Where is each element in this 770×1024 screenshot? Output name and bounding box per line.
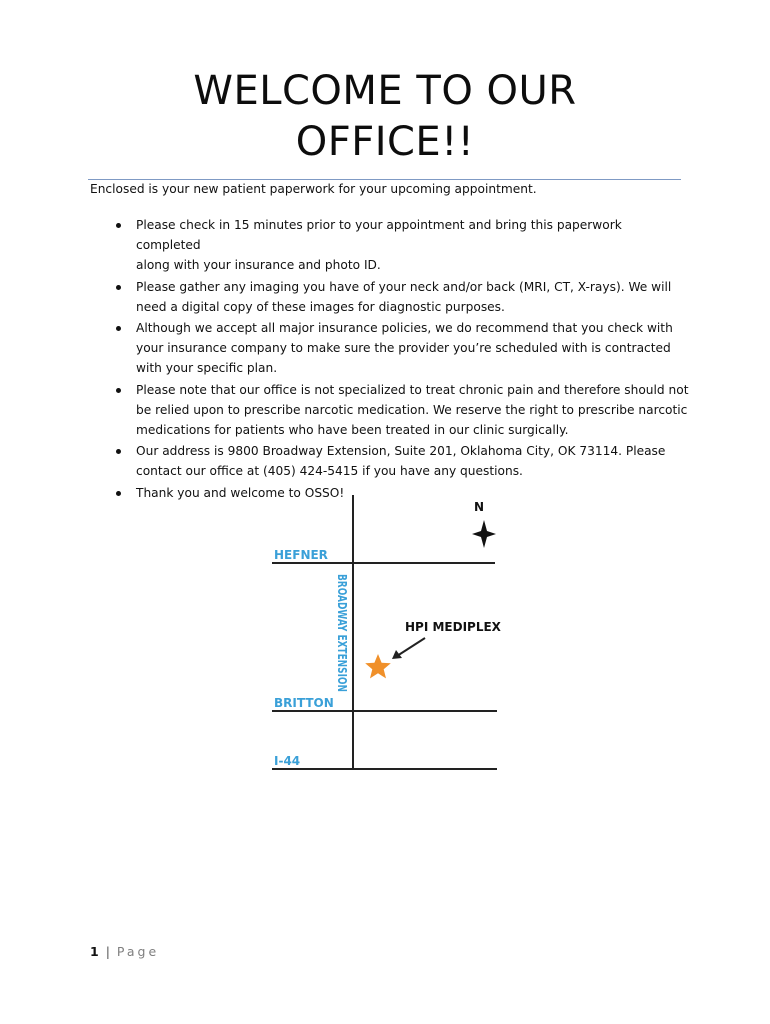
list-item-line: along with your insurance and photo ID.	[136, 258, 381, 273]
list-item-line: Although we accept all major insurance policies, we do recommend that you check with	[136, 321, 673, 336]
list-item-line: be relied upon to prescribe narcotic medication. We reserve the right to prescribe narcotic	[136, 402, 688, 417]
list-item-line: need a digital copy of these images for diagnostic purposes.	[136, 299, 505, 314]
intro-text: Enclosed is your new patient paperwork for your upcoming appointment.	[90, 182, 537, 196]
page-number: 1	[90, 944, 99, 959]
location-map	[265, 490, 505, 790]
i44-label: I-44	[274, 754, 301, 768]
instruction-list	[90, 215, 690, 504]
list-item	[90, 441, 690, 481]
title-line-2: OFFICE!!	[295, 119, 475, 165]
star-marker-icon	[365, 654, 391, 678]
broadway-label: BROADWAY EXTENSION	[335, 574, 349, 733]
list-item-line: Please gather any imaging you have of your neck and/or back (MRI, CT, X-rays). We will	[136, 279, 672, 294]
footer-separator: |	[105, 944, 110, 959]
bullet-icon	[116, 223, 121, 228]
page-footer	[90, 943, 159, 961]
pointer-arrow-line	[397, 638, 425, 656]
list-item-line: Our address is 9800 Broadway Extension, Suite 201, Oklahoma City, OK 73114. Please	[136, 444, 666, 459]
bullet-icon	[116, 326, 121, 331]
destination-label: HPI MEDIPLEX	[405, 620, 501, 634]
page-title	[0, 66, 770, 168]
list-item-line: with your specific plan.	[136, 361, 278, 376]
list-item	[90, 215, 690, 276]
list-item-line: Thank you and welcome to OSSO!	[136, 485, 345, 500]
page-word: Page	[116, 944, 160, 959]
bullet-icon	[116, 491, 121, 496]
list-item	[90, 318, 690, 379]
britton-label: BRITTON	[274, 696, 334, 710]
list-item-line: medications for patients who have been treated in our clinic surgically.	[136, 423, 569, 438]
list-item	[90, 380, 690, 441]
hefner-label: HEFNER	[274, 548, 328, 562]
bullet-icon	[116, 388, 121, 393]
map-graphic	[265, 490, 505, 790]
bullet-icon	[116, 285, 121, 290]
list-item-line: Please note that our office is not specialized to treat chronic pain and therefore should not	[136, 382, 689, 397]
list-item-line: Please check in 15 minutes prior to your appointment and bring this paperwork completed	[136, 218, 622, 253]
list-item	[90, 277, 690, 317]
north-label: N	[473, 500, 485, 514]
list-item-line: contact our office at (405) 424-5415 if you have any questions.	[136, 464, 523, 479]
bullet-icon	[116, 449, 121, 454]
title-line-1: WELCOME TO OUR	[193, 68, 577, 114]
compass-icon	[472, 520, 496, 548]
list-item-line: your insurance company to make sure the provider you’re scheduled with is contracted	[136, 341, 671, 356]
